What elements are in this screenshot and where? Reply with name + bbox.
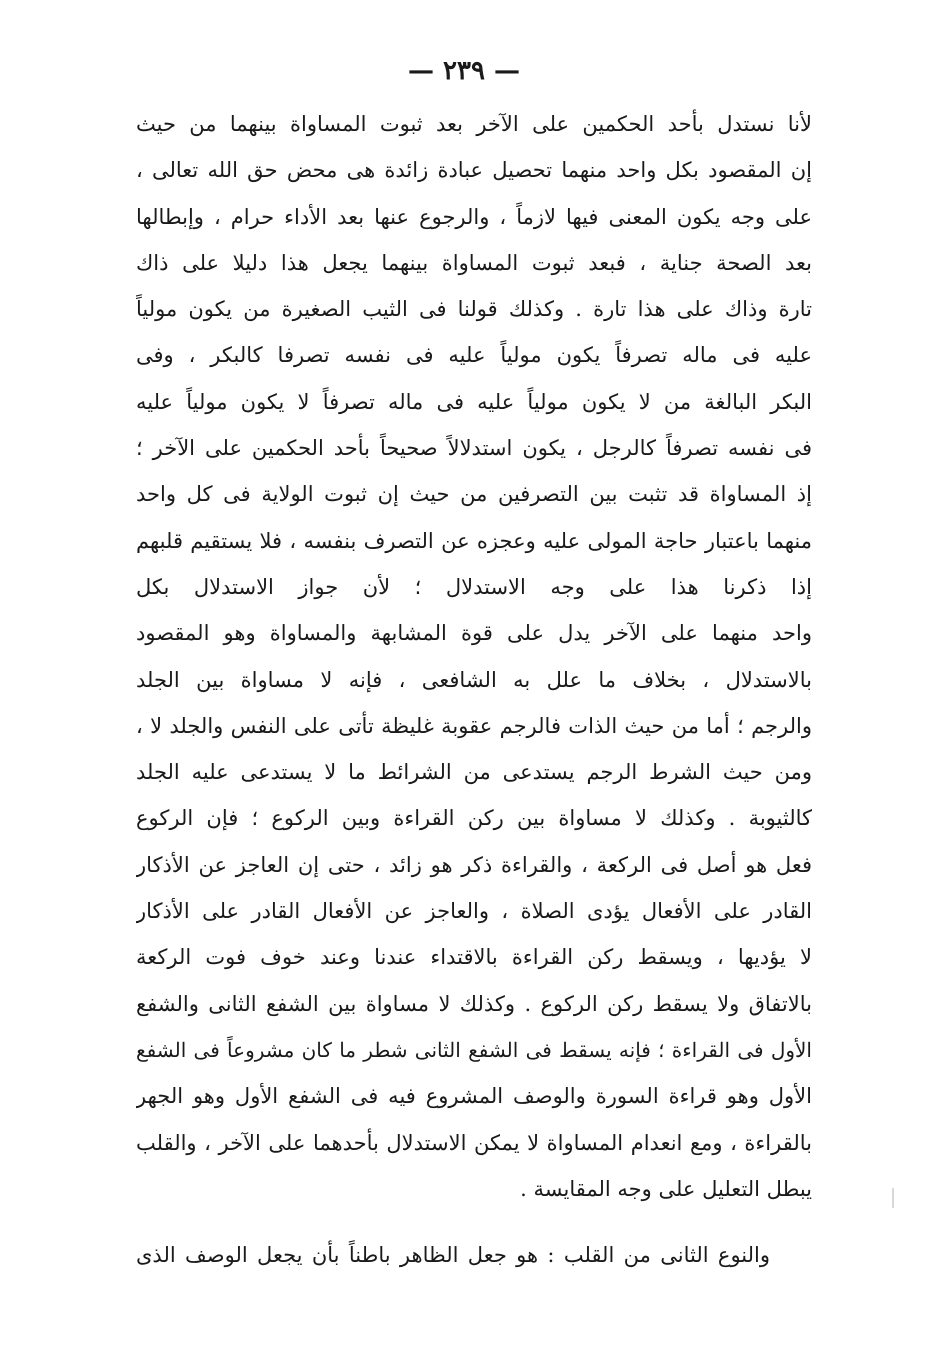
text-line: تارة وذاك على هذا تارة . وكذلك قولنا فى الثيب الصغيرة من يكون مولياً xyxy=(136,297,812,322)
text-line: الأول فى القراءة ؛ فإنه يسقط فى الشفع الثانى شطر ما كان مشروعاً فى الشفع xyxy=(136,1037,812,1062)
paragraph-2 xyxy=(136,1232,812,1278)
text-line: ومن حيث الشرط الرجم يستدعى من الشرائط ما لا يستدعى عليه الجلد xyxy=(136,760,812,785)
text-line: بالاتفاق ولا يسقط ركن الركوع . وكذلك لا مساواة بين الشفع الثانى والشفع xyxy=(136,991,812,1016)
text-line: القادر على الأفعال يؤدى الصلاة ، والعاجز عن الأفعال القادر على الأذكار xyxy=(136,899,812,924)
text-line: لأنا نستدل بأحد الحكمين على الآخر بعد ثبوت المساواة بينهما من حيث xyxy=(136,112,812,136)
text-line: البكر البالغة من لا يكون مولياً عليه فى ماله تصرفاً لا يكون مولياً عليه xyxy=(136,389,812,414)
text-line: فى نفسه تصرفاً كالرجل ، يكون استدلالاً صحيحاً بأحد الحكمين على الآخر ؛ xyxy=(136,436,812,461)
text-line: إن المقصود بكل واحد منهما تحصيل عبادة زائدة هى محض حق الله تعالى ، xyxy=(136,158,812,183)
text-line: فعل هو أصل فى الركعة ، والقراءة ذكر هو زائد ، حتى إن العاجز عن الأذكار xyxy=(136,852,812,877)
paragraph-1 xyxy=(136,101,812,1212)
text-line: بالاستدلال ، بخلاف ما علل به الشافعى ، فإنه لا مساواة بين الجلد xyxy=(136,667,812,692)
page-number: — ٢٣٩ — xyxy=(407,56,521,86)
text-line: إذ المساواة قد تثبت بين التصرفين من حيث إن ثبوت الولاية فى كل واحد xyxy=(136,482,812,507)
page-edge-mark xyxy=(892,1188,894,1208)
text-line: والرجم ؛ أما من حيث الذات فالرجم عقوبة غليظة تأتى على النفس والجلد لا ، xyxy=(136,713,812,738)
text-line: يبطل التعليل على وجه المقايسة . xyxy=(520,1176,812,1201)
text-line: كالثيوبة . وكذلك لا مساواة بين ركن القراءة وبين الركوع ؛ فإن الركوع xyxy=(136,806,812,831)
text-line: منهما باعتبار حاجة المولى عليه وعجزه عن التصرف بنفسه ، فلا يستقيم قلبهم xyxy=(136,528,812,553)
text-line: إذا ذكرنا هذا على وجه الاستدلال ؛ لأن جواز الاستدلال بكل xyxy=(136,574,812,599)
text-line: لا يؤديها ، ويسقط ركن القراءة بالاقتداء عندنا وعند خوف فوت الركعة xyxy=(136,945,812,970)
text-line: والنوع الثانى من القلب : هو جعل الظاهر باطناً بأن يجعل الوصف الذى xyxy=(136,1243,770,1268)
body-text xyxy=(136,101,812,1278)
text-line: واحد منهما على الآخر يدل على قوة المشابهة والمساواة وهو المقصود xyxy=(136,621,812,646)
text-line: بعد الصحة جناية ، فبعد ثبوت المساواة بينهما يجعل هذا دليلا على ذاك xyxy=(136,250,812,275)
text-line: على وجه يكون المعنى فيها لازماً ، والرجوع عنها بعد الأداء حرام ، وإبطالها xyxy=(136,204,812,229)
text-line: بالقراءة ، ومع انعدام المساواة لا يمكن الاستدلال بأحدهما على الآخر ، والقلب xyxy=(136,1130,812,1155)
text-line: عليه فى ماله تصرفاً يكون مولياً عليه فى نفسه تصرفا كالبكر ، وفى xyxy=(136,343,812,368)
text-line: الأول وهو قراءة السورة والوصف المشروع فيه فى الشفع الأول وهو الجهر xyxy=(136,1084,812,1109)
